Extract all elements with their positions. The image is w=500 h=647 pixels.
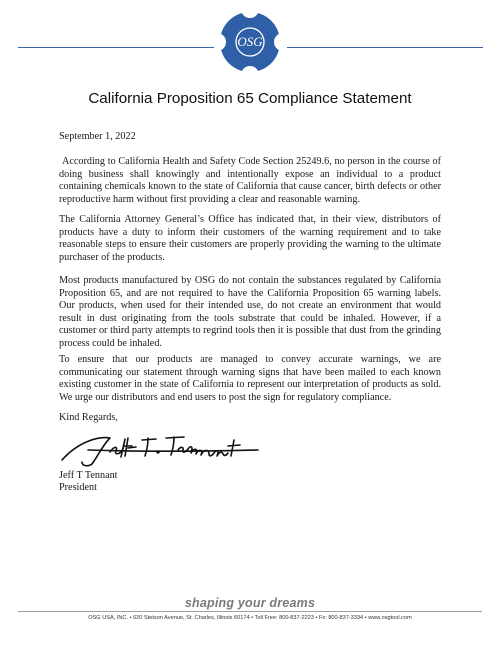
paragraph-2: The California Attorney General’s Office has indicated that, in their view, distributors of products have a duty to inform their customers of the warning requirement and to take reasonable steps to ensure their customers are properly providing the warning to the ultimate purchaser of the products. bbox=[59, 214, 441, 263]
signer-title: President bbox=[59, 482, 97, 493]
paragraph-3: Most products manufactured by OSG do not contain the substances regulated by California Proposition 65, and are not required to have the California Proposition 65 warning labels. Our products, when used for their intended use, do not create an environment that would result in dust originating from the tools substrate that could be inhaled. However, if a customer or third party attempts to regrind tools then it is possible that dust from the grinding process could be inhaled. bbox=[59, 275, 441, 349]
header-rule-left bbox=[18, 47, 214, 48]
closing-line: Kind Regards, bbox=[59, 412, 118, 423]
osg-logo-icon bbox=[219, 11, 281, 73]
document-title: California Proposition 65 Compliance Statement bbox=[88, 90, 412, 107]
footer-rule bbox=[18, 611, 482, 612]
letter-date: September 1, 2022 bbox=[59, 131, 136, 142]
header-rule-right bbox=[287, 47, 483, 48]
logo-text: OSG bbox=[237, 34, 263, 49]
footer-tagline: shaping your dreams bbox=[184, 596, 316, 610]
paragraph-4: To ensure that our products are managed to convey accurate warnings, we are communicating our statement through warning signs that have been mailed to each known existing customer in the state of California to represent our interpretation of products as sold. We urge our distributors and end users to post the sign for regulatory compliance. bbox=[59, 354, 441, 403]
footer-address: OSG USA, INC. • 620 Stetson Avenue, St. Charles, Illinois 60174 • Toll Free: 800-837-2223 • Fx: 800-837-3334 • www.osgtool.com bbox=[88, 615, 412, 621]
paragraph-1: According to California Health and Safety Code Section 25249.6, no person in the course of doing business shall knowingly and intentionally expose an individual to a product containing chemicals known to the state of California that cause cancer, birth defects or other reproductive harm without first providing a clear and reasonable warning. bbox=[59, 156, 441, 205]
signer-name: Jeff T Tennant bbox=[59, 470, 118, 481]
signature-image bbox=[58, 426, 263, 468]
